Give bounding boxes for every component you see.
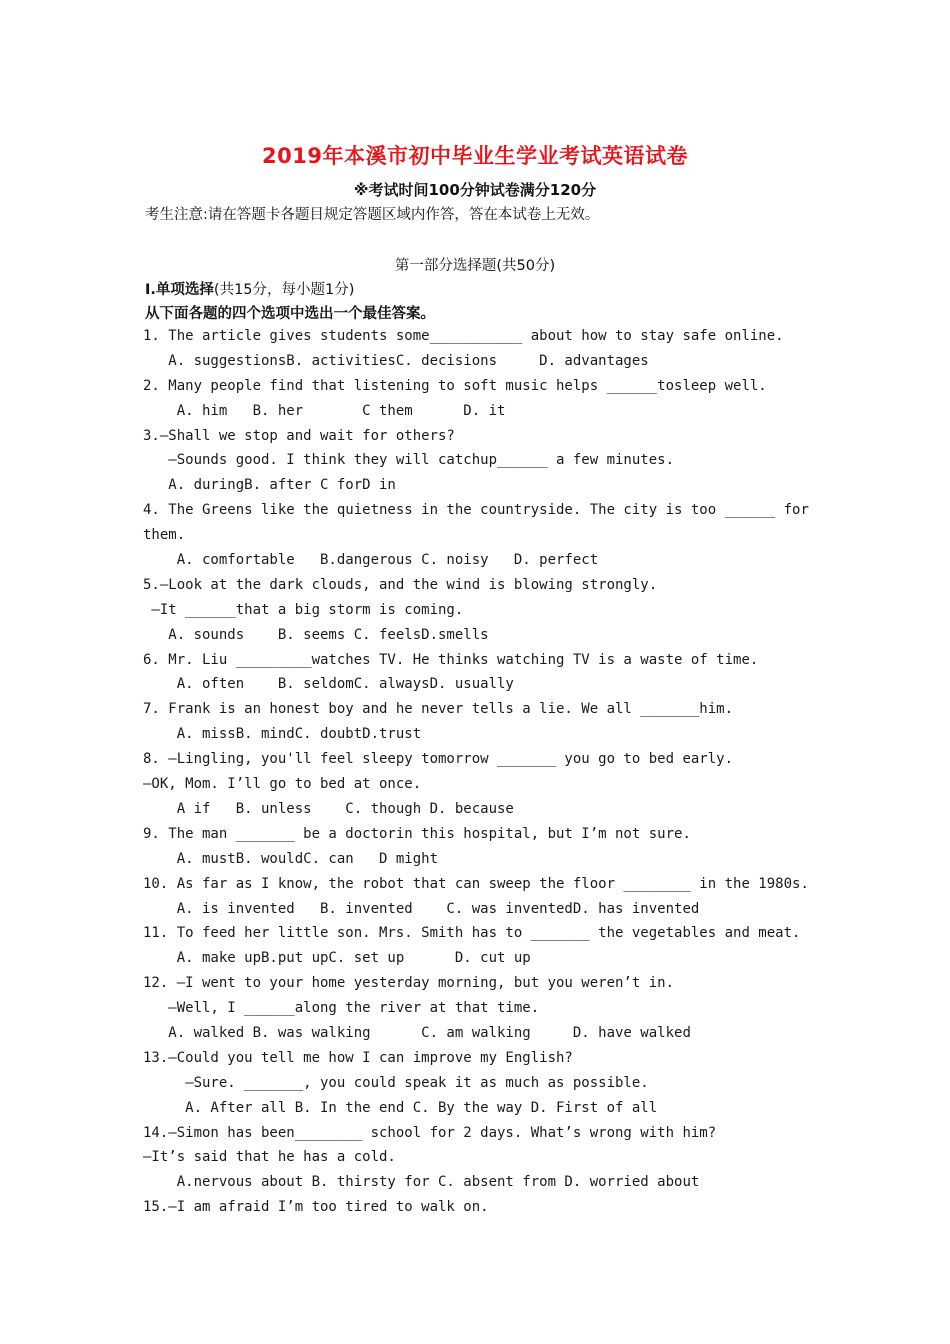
question-line: A. After all B. In the end C. By the way D. First of all: [143, 1100, 658, 1116]
exam-subtitle: ※考试时间100分钟试卷满分120分: [353, 181, 597, 199]
question-line: A. him B. her C them D. it: [143, 403, 506, 419]
exam-title: 2019年本溪市初中毕业生学业考试英语试卷: [262, 144, 688, 168]
question-line: A. sounds B. seems C. feelsD.smells: [143, 627, 489, 643]
question-line: 14.—Simon has been________ school for 2 days. What’s wrong with him?: [143, 1125, 717, 1141]
question-line: 15.—I am afraid I’m too tired to walk on.: [143, 1199, 489, 1215]
question-line: 9. The man _______ be a doctorin this hospital, but I’m not sure.: [143, 826, 691, 842]
section-label: Ⅰ.单项选择: [145, 282, 214, 298]
section-score: (共15分，每小题1分): [213, 282, 355, 298]
question-line: 4. The Greens like the quietness in the countryside. The city is too ______ for: [143, 502, 809, 518]
question-line: A. is invented B. invented C. was inventedD. has invented: [143, 901, 700, 917]
question-line: 8. —Lingling, you'll feel sleepy tomorrow _______ you go to bed early.: [143, 751, 734, 767]
question-line: A if B. unless C. though D. because: [143, 801, 514, 817]
question-line: 10. As far as I know, the robot that can sweep the floor ________ in the 1980s.: [143, 876, 809, 892]
question-line: them.: [143, 527, 186, 543]
question-line: A. suggestionsB. activitiesC. decisions D. advantages: [143, 353, 649, 369]
question-line: —Sounds good. I think they will catchup______ a few minutes.: [143, 452, 675, 468]
question-line: A.nervous about B. thirsty for C. absent from D. worried about: [143, 1174, 700, 1190]
question-line: A. mustB. wouldC. can D might: [143, 851, 439, 867]
question-line: A. missB. mindC. doubtD.trust: [143, 726, 422, 742]
exam-notice: 考生注意:请在答题卡各题目规定答题区域内作答，答在本试卷上无效。: [145, 207, 600, 223]
question-line: 3.—Shall we stop and wait for others?: [143, 428, 455, 444]
question-line: —It’s said that he has a cold.: [143, 1149, 396, 1165]
question-line: 2. Many people find that listening to soft music helps ______tosleep well.: [143, 378, 767, 394]
part-title: 第一部分选择题(共50分): [394, 258, 556, 274]
question-line: A. walked B. was walking C. am walking D. have walked: [143, 1025, 691, 1041]
question-line: A. often B. seldomC. alwaysD. usually: [143, 676, 514, 692]
question-line: A. comfortable B.dangerous C. noisy D. perfect: [143, 552, 599, 568]
question-line: —Well, I ______along the river at that time.: [143, 1000, 540, 1016]
question-line: 12. —I went to your home yesterday morning, but you weren’t in.: [143, 975, 675, 991]
question-line: 11. To feed her little son. Mrs. Smith has to _______ the vegetables and meat.: [143, 925, 801, 941]
question-line: A. duringB. after C forD in: [143, 477, 396, 493]
question-line: 7. Frank is an honest boy and he never tells a lie. We all _______him.: [143, 701, 734, 717]
question-line: —OK, Mom. I’ll go to bed at once.: [143, 776, 422, 792]
question-line: —It ______that a big storm is coming.: [143, 602, 464, 618]
question-line: 13.—Could you tell me how I can improve my English?: [143, 1050, 573, 1066]
question-line: A. make upB.put upC. set up D. cut up: [143, 950, 531, 966]
section-instruction: 从下面各题的四个选项中选出一个最佳答案。: [145, 306, 435, 322]
question-line: 1. The article gives students some___________ about how to stay safe online.: [143, 328, 784, 344]
question-line: 6. Mr. Liu _________watches TV. He thinks watching TV is a waste of time.: [143, 652, 759, 668]
question-line: 5.—Look at the dark clouds, and the wind is blowing strongly.: [143, 577, 658, 593]
section-heading: [145, 278, 354, 299]
question-line: —Sure. _______, you could speak it as much as possible.: [143, 1075, 649, 1091]
